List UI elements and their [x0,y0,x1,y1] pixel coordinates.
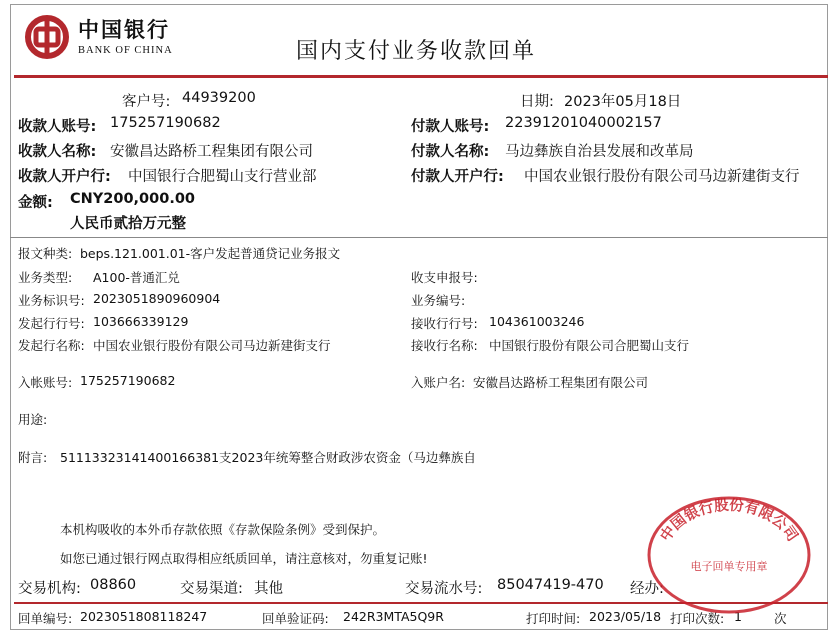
remark-label: 附言: [18,450,48,465]
trans-org-label: 交易机构: [18,581,81,597]
deposit-insurance-notice: 本机构吸收的本外币存款依照《存款保险条例》受到保护。 [60,522,386,537]
biz-id-label: 业务标识号: [18,293,85,308]
remark: 51113323141400166381支2023年统筹整合财政涉农资金（马边彝族自 [60,450,476,465]
payee-bank: 中国银行合肥蜀山支行营业部 [128,169,317,185]
credit-account-name: 安徽昌达路桥工程集团有限公司 [473,375,649,390]
payer-bank: 中国农业银行股份有限公司马边新建街支行 [524,169,800,185]
electronic-receipt-seal [644,494,814,616]
amount-words: 人民币贰拾万元整 [70,216,186,232]
bank-name-en: BANK OF CHINA [78,45,173,56]
credit-account: 175257190682 [80,373,176,388]
receipt-no: 2023051808118247 [80,609,208,624]
svg-text:中国银行股份有限公司: 中国银行股份有限公司 [656,496,802,545]
receiver-bank-no: 104361003246 [489,314,585,329]
payee-name-label: 收款人名称: [18,144,97,160]
biz-type-label: 业务类型: [18,270,73,285]
header-divider [14,75,828,78]
sender-bank-name: 中国农业银行股份有限公司马边新建街支行 [93,338,331,353]
amount-label: 金额: [18,195,53,211]
payee-account: 175257190682 [110,115,221,131]
biz-no-label: 业务编号: [411,293,466,308]
bank-logo [24,14,70,60]
payer-bank-label: 付款人开户行: [411,169,504,185]
payee-bank-label: 收款人开户行: [18,169,111,185]
print-time-label: 打印时间: [526,611,581,626]
handler-label: 经办: [630,581,664,597]
payer-account: 22391201040002157 [505,115,662,131]
receipt-no-label: 回单编号: [18,611,73,626]
receiver-bank-name-label: 接收行名称: [411,338,478,353]
summary-divider [10,237,828,238]
trans-channel: 其他 [254,581,283,597]
customer-no: 44939200 [182,90,256,106]
msg-type: beps.121.001.01-客户发起普通贷记业务报文 [80,246,341,261]
trans-channel-label: 交易渠道: [180,581,243,597]
income-report-label: 收支申报号: [411,270,478,285]
trans-serial: 85047419-470 [497,577,604,593]
bank-of-china-logo-icon [24,14,70,60]
page-title: 国内支付业务收款回单 [296,39,537,64]
duplicate-warning-notice: 如您已通过银行网点取得相应纸质回单，请注意核对，勿重复记账! [60,551,428,566]
seal-icon [644,494,814,616]
print-count: 1 [734,609,742,624]
print-count-label: 打印次数: [670,611,725,626]
bank-name-cn: 中国银行 [78,17,170,42]
credit-account-name-label: 入账户名: [411,375,466,390]
receiver-bank-no-label: 接收行行号: [411,316,478,331]
sender-bank-name-label: 发起行名称: [18,338,85,353]
trans-org: 08860 [90,577,137,593]
credit-account-label: 入帐账号: [18,375,73,390]
biz-type: A100-普通汇兑 [93,270,180,285]
payee-account-label: 收款人账号: [18,119,97,135]
payee-name: 安徽昌达路桥工程集团有限公司 [110,144,313,160]
sender-bank-no-label: 发起行行号: [18,316,85,331]
payer-name-label: 付款人名称: [411,144,490,160]
verify-code-label: 回单验证码: [262,611,329,626]
print-time: 2023/05/18 [589,609,662,624]
verify-code: 242R3MTA5Q9R [343,609,444,624]
trans-serial-label: 交易流水号: [405,581,483,597]
biz-id: 2023051890960904 [93,291,221,306]
receiver-bank-name: 中国银行股份有限公司合肥蜀山支行 [489,338,690,353]
print-count-unit: 次 [774,611,787,626]
sender-bank-no: 103666339129 [93,314,189,329]
customer-no-label: 客户号: [122,94,171,110]
payer-name: 马边彝族自治县发展和改革局 [505,144,694,160]
payer-account-label: 付款人账号: [411,119,490,135]
svg-text:电子回单专用章: 电子回单专用章 [690,560,768,573]
msg-type-label: 报文种类: [18,246,73,261]
amount-value: CNY200,000.00 [70,191,196,207]
date-value: 2023年05月18日 [564,94,682,110]
date-label: 日期: [520,94,554,110]
purpose-label: 用途: [18,412,48,427]
